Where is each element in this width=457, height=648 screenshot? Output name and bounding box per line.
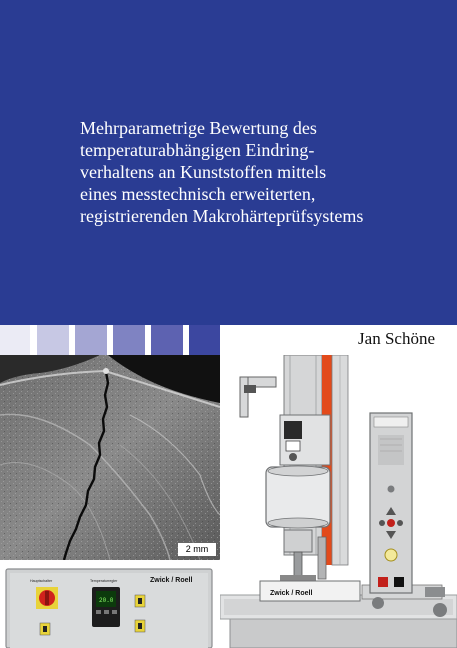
book-title (80, 117, 440, 227)
panel-label-temperature: Temperaturregler (90, 579, 118, 583)
scale-bar-label: 2 mm (178, 543, 216, 556)
author-name: Jan Schöne (358, 329, 435, 348)
title-line: registrierenden Makrohärteprüfsystems (80, 206, 364, 226)
stripe-5 (151, 325, 183, 355)
stripe-2 (37, 325, 69, 355)
control-panel-image (0, 565, 220, 648)
panel-label-main-switch: Hauptschalter (30, 579, 53, 583)
stripe-3 (75, 325, 107, 355)
title-line: eines messtechnisch erweiterten, (80, 184, 316, 204)
stripe-4 (113, 325, 145, 355)
panel-logo: Zwick / Roell (150, 577, 193, 584)
machine-logo: Zwick / Roell (270, 590, 313, 597)
hardness-tester-image (220, 355, 457, 648)
title-line: verhaltens an Kunststoffen mittels (80, 162, 327, 182)
temperature-display-value: 20.0 (99, 597, 114, 604)
stripe-1 (0, 325, 30, 355)
stripe-6 (189, 325, 220, 355)
title-line: temperaturabhängigen Eindring- (80, 140, 315, 160)
micrograph-image (0, 355, 220, 560)
title-line: Mehrparametrige Bewertung des (80, 118, 317, 138)
